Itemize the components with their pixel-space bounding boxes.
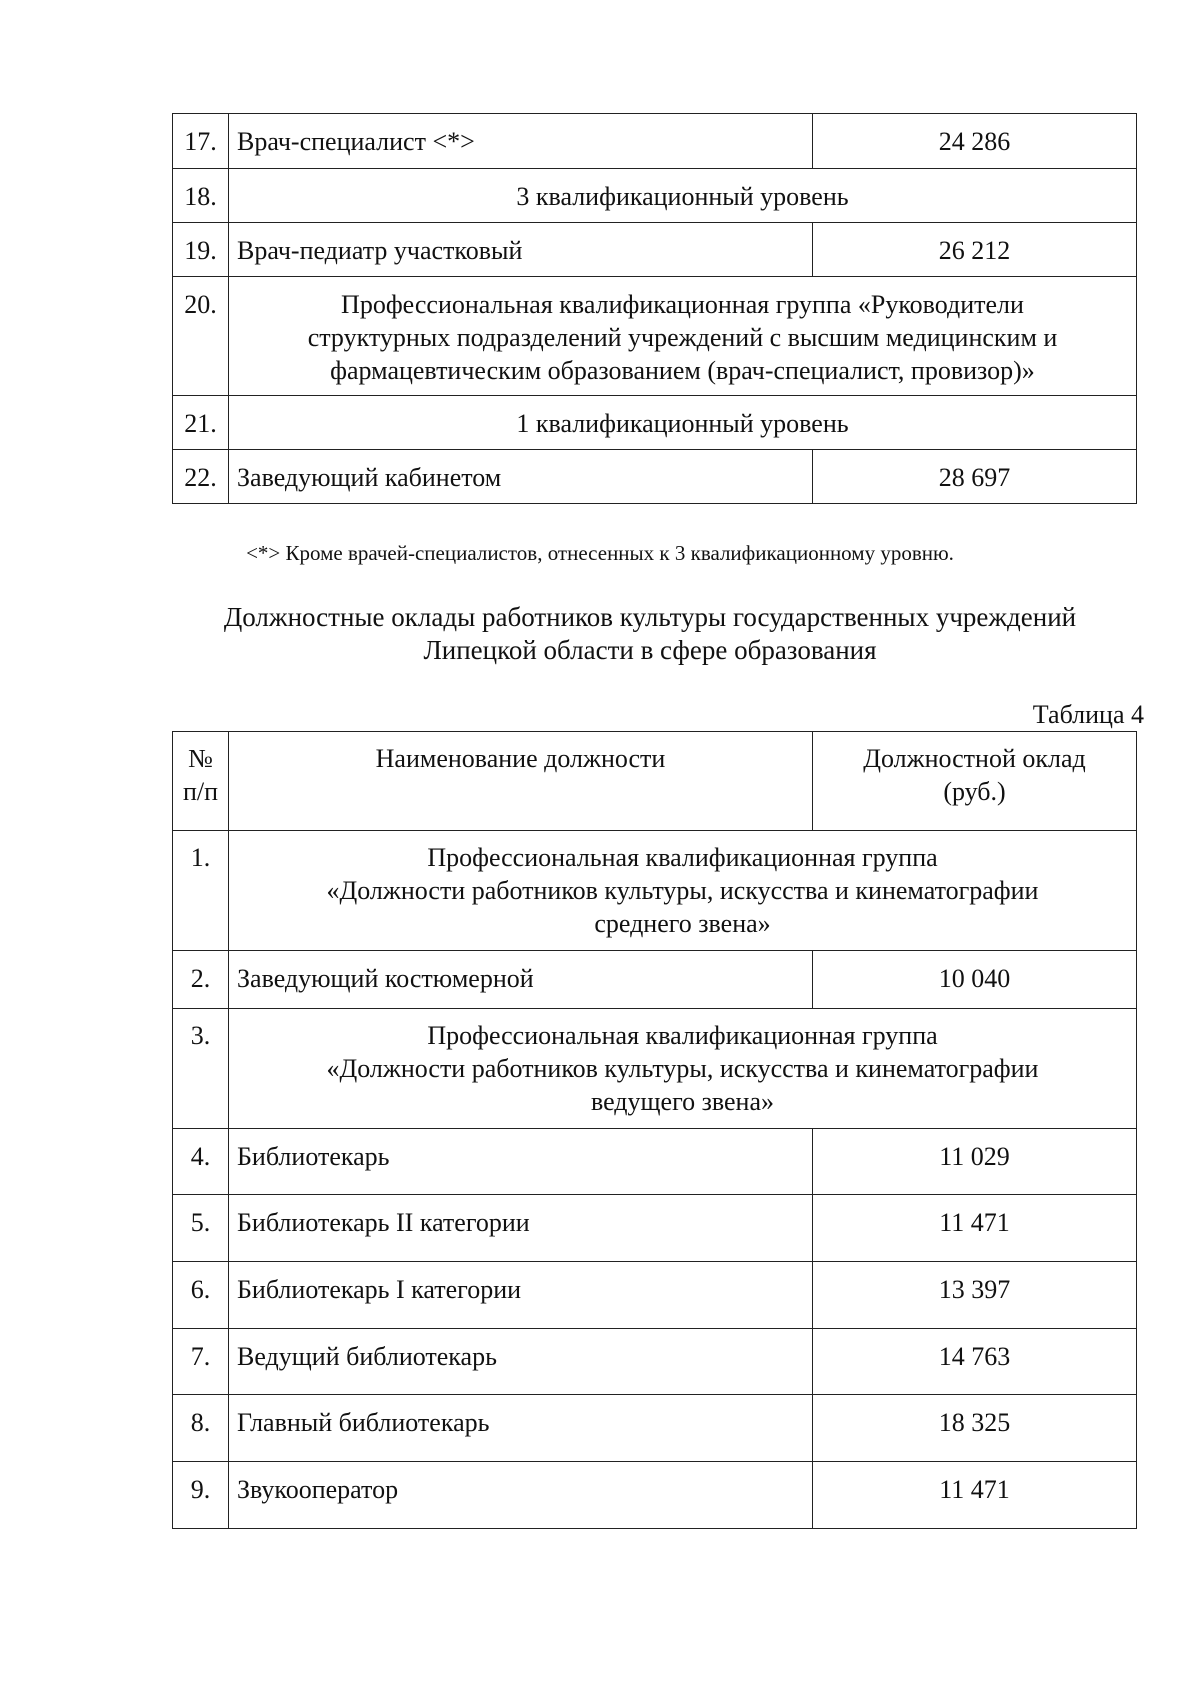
row-number: 8. (173, 1395, 229, 1462)
qualification-level-heading: 1 квалификационный уровень (229, 396, 1137, 450)
table-row (173, 1395, 1137, 1462)
heading-line: Профессиональная квалификационная группа (427, 843, 938, 872)
table-row (173, 831, 1137, 951)
table-row (173, 1262, 1137, 1329)
footnote: <*> Кроме врачей-специалистов, отнесенных к 3 квалификационному уровню. (246, 541, 954, 565)
salary-value: 11 471 (813, 1195, 1137, 1262)
section-title-line: Липецкой области в сфере образования (423, 635, 877, 665)
table-row (173, 114, 1137, 169)
row-number: 19. (173, 223, 229, 277)
qualification-group-heading (229, 277, 1137, 396)
table-row (173, 396, 1137, 450)
salary-value: 11 471 (813, 1462, 1137, 1529)
position-name: Звукооператор (229, 1462, 813, 1529)
salary-value: 28 697 (813, 450, 1137, 504)
row-number: 21. (173, 396, 229, 450)
salary-value: 18 325 (813, 1395, 1137, 1462)
position-name: Врач-специалист <*> (229, 114, 813, 169)
heading-line: фармацевтическим образованием (врач-специалист, провизор)» (330, 356, 1035, 385)
qualification-group-heading (229, 831, 1137, 951)
salary-table-top (172, 113, 1137, 504)
row-number: 17. (173, 114, 229, 169)
salary-value: 13 397 (813, 1262, 1137, 1329)
table-header-row (173, 732, 1137, 831)
table-label: Таблица 4 (1032, 700, 1144, 729)
header-salary (813, 732, 1137, 831)
heading-line: Профессиональная квалификационная группа (427, 1021, 938, 1050)
table-row (173, 1195, 1137, 1262)
table-row (173, 1329, 1137, 1395)
position-name: Заведующий кабинетом (229, 450, 813, 504)
header-salary-line: (руб.) (943, 777, 1006, 806)
row-number: 3. (173, 1009, 229, 1129)
row-number: 18. (173, 169, 229, 223)
salary-table-culture (172, 731, 1137, 1529)
salary-value: 10 040 (813, 951, 1137, 1009)
header-position-name: Наименование должности (229, 732, 813, 831)
position-name: Библиотекарь II категории (229, 1195, 813, 1262)
header-number-line: № (188, 744, 213, 773)
table-row (173, 169, 1137, 223)
position-name: Главный библиотекарь (229, 1395, 813, 1462)
heading-line: «Должности работников культуры, искусства и кинематографии (326, 876, 1039, 905)
salary-value: 11 029 (813, 1129, 1137, 1195)
row-number: 9. (173, 1462, 229, 1529)
row-number: 22. (173, 450, 229, 504)
position-name: Библиотекарь (229, 1129, 813, 1195)
heading-line: среднего звена» (594, 909, 771, 938)
row-number: 7. (173, 1329, 229, 1395)
row-number: 20. (173, 277, 229, 396)
salary-value: 14 763 (813, 1329, 1137, 1395)
header-number (173, 732, 229, 831)
section-title-line: Должностные оклады работников культуры государственных учреждений (223, 602, 1077, 632)
header-salary-line: Должностной оклад (863, 744, 1086, 773)
position-name: Ведущий библиотекарь (229, 1329, 813, 1395)
qualification-group-heading (229, 1009, 1137, 1129)
heading-line: Профессиональная квалификационная группа «Руководители (341, 290, 1024, 319)
salary-value: 26 212 (813, 223, 1137, 277)
table-row (173, 1129, 1137, 1195)
qualification-level-heading: 3 квалификационный уровень (229, 169, 1137, 223)
table-row (173, 277, 1137, 396)
row-number: 6. (173, 1262, 229, 1329)
table-row (173, 450, 1137, 504)
heading-line: структурных подразделений учреждений с высшим медицинским и (307, 323, 1058, 352)
section-title (180, 601, 1120, 667)
heading-line: ведущего звена» (590, 1087, 774, 1116)
position-name: Заведующий костюмерной (229, 951, 813, 1009)
header-number-line: п/п (182, 777, 219, 806)
row-number: 4. (173, 1129, 229, 1195)
table-row (173, 1009, 1137, 1129)
position-name: Врач-педиатр участковый (229, 223, 813, 277)
table-row (173, 1462, 1137, 1529)
row-number: 2. (173, 951, 229, 1009)
heading-line: «Должности работников культуры, искусства и кинематографии (326, 1054, 1039, 1083)
table-row (173, 951, 1137, 1009)
table-row (173, 223, 1137, 277)
position-name: Библиотекарь I категории (229, 1262, 813, 1329)
row-number: 1. (173, 831, 229, 951)
salary-value: 24 286 (813, 114, 1137, 169)
row-number: 5. (173, 1195, 229, 1262)
